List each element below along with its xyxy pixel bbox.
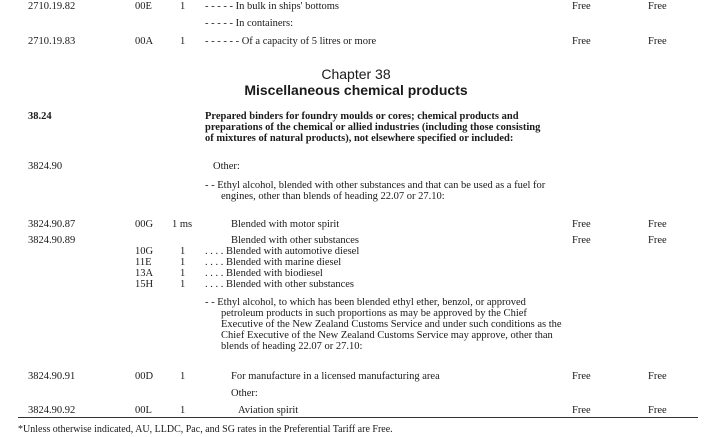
list-item: [0, 279, 712, 290]
general-rate: Free: [572, 235, 591, 246]
preferential-rate: Free: [648, 1, 667, 12]
unit: 1: [180, 246, 186, 257]
description: . . . . Blended with automotive diesel: [205, 246, 360, 257]
heading-description: Prepared binders for foundry moulds or cores; chemical products and preparations of the chemical or allied industries (including those consisting of mixtures of natural products), not elsewhere specified or included:: [205, 111, 541, 144]
chapter-title: Miscellaneous chemical products: [244, 82, 468, 98]
footnote: *Unless otherwise indicated, AU, LLDC, Pac, and SG rates in the Preferential Tariff are Free.: [18, 424, 393, 435]
unit: 1: [180, 268, 186, 279]
list-item: [0, 246, 712, 257]
tariff-code: 2710.19.82: [28, 1, 76, 12]
general-rate: Free: [572, 36, 591, 47]
description: Blended with other substances: [231, 235, 360, 246]
description: - - - - - In bulk in ships' bottoms: [205, 1, 340, 12]
stat-breakdown: [0, 246, 712, 290]
heading-code: 38.24: [28, 111, 52, 122]
general-rate: Free: [572, 405, 591, 416]
tariff-code: 3824.90.92: [28, 405, 76, 416]
description: For manufacture in a licensed manufacturing area: [231, 371, 440, 382]
stat-key: 11E: [135, 257, 152, 268]
footnote-divider: [18, 417, 698, 418]
stat-key: 00E: [135, 1, 152, 12]
description: Blended with motor spirit: [231, 219, 340, 230]
preferential-rate: Free: [648, 219, 667, 230]
unit: 1: [180, 405, 186, 416]
description: Aviation spirit: [238, 405, 299, 416]
description: - - - - - - Of a capacity of 5 litres or more: [205, 36, 377, 47]
preferential-rate: Free: [648, 371, 667, 382]
tariff-code: 3824.90.87: [28, 219, 76, 230]
description: Other:: [231, 388, 258, 399]
description: - - - - - In containers:: [205, 18, 294, 29]
unit: 1 ms: [172, 219, 193, 230]
tariff-code: 2710.19.83: [28, 36, 76, 47]
description: . . . . Blended with marine diesel: [205, 257, 342, 268]
stat-key: 13A: [135, 268, 154, 279]
stat-key: 00D: [135, 371, 154, 382]
tariff-code: 3824.90.89: [28, 235, 76, 246]
list-item: [0, 257, 712, 268]
stat-key: 10G: [135, 246, 154, 257]
unit: 1: [180, 371, 186, 382]
unit: 1: [180, 36, 186, 47]
general-rate: Free: [572, 1, 591, 12]
description: . . . . Blended with other substances: [205, 279, 355, 290]
stat-key: 00L: [135, 405, 152, 416]
description: - - Ethyl alcohol, blended with other substances and that can be used as a fuel for engines, other than blends of heading 22.07 or 27.10:: [205, 180, 546, 202]
unit: 1: [180, 1, 186, 12]
preferential-rate: Free: [648, 235, 667, 246]
description: . . . . Blended with biodiesel: [205, 268, 323, 279]
list-item: [0, 268, 712, 279]
general-rate: Free: [572, 219, 591, 230]
general-rate: Free: [572, 371, 591, 382]
description: - - Ethyl alcohol, to which has been blended ethyl ether, benzol, or approved petroleum products in such proportions as may be approved by the Chief Executive of the New Zealand Customs Service and under such conditions as the Chief Executive of the New Zealand Customs Service may approve, other than blends of heading 22.07 or 27.10:: [205, 297, 562, 352]
chapter-label: Chapter 38: [321, 66, 391, 82]
preferential-rate: Free: [648, 405, 667, 416]
tariff-code: 3824.90: [28, 161, 63, 172]
tariff-code: 3824.90.91: [28, 371, 76, 382]
unit: 1: [180, 279, 186, 290]
preferential-rate: Free: [648, 36, 667, 47]
stat-key: 15H: [135, 279, 154, 290]
unit: 1: [180, 257, 186, 268]
description: Other:: [213, 161, 240, 172]
stat-key: 00G: [135, 219, 154, 230]
stat-key: 00A: [135, 36, 154, 47]
